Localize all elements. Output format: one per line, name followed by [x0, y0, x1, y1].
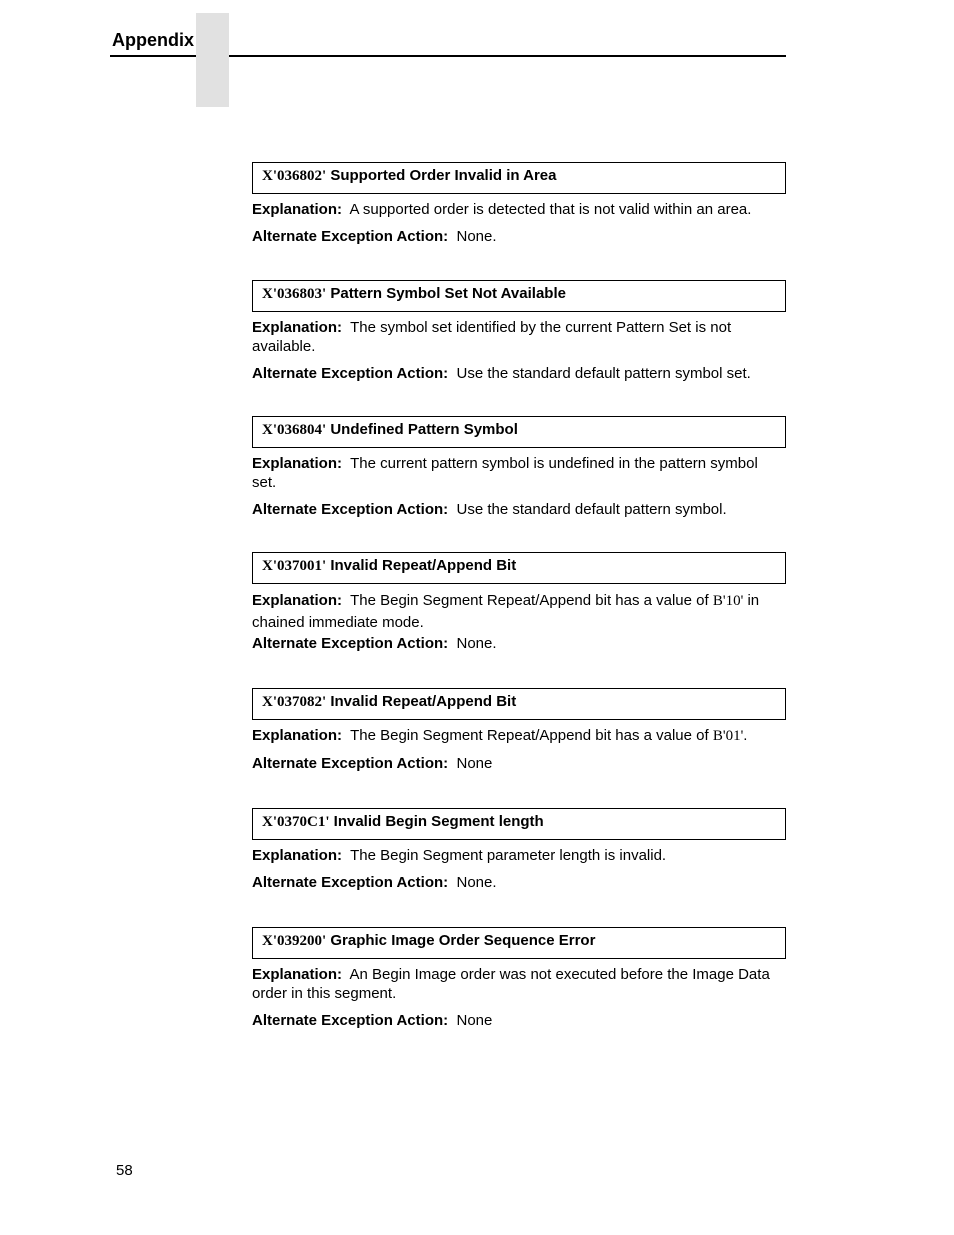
exception-entry [252, 927, 786, 1030]
explanation-text: The current pattern symbol is undefined in the pattern symbol set. [252, 455, 758, 491]
exception-heading [252, 688, 786, 720]
alternate-label: Alternate Exception Action: [252, 365, 449, 382]
explanation-value: B'01' [712, 728, 744, 744]
exception-entry [252, 162, 786, 246]
alternate-label: Alternate Exception Action: [252, 1012, 449, 1029]
explanation [252, 318, 786, 356]
exception-list [252, 162, 786, 1030]
alternate-label: Alternate Exception Action: [252, 755, 449, 772]
alternate-action [252, 1011, 786, 1030]
exception-entry [252, 280, 786, 383]
exception-title: Undefined Pattern Symbol [330, 421, 518, 438]
exception-title: Invalid Repeat/Append Bit [330, 557, 517, 574]
alternate-label: Alternate Exception Action: [252, 228, 449, 245]
exception-entry [252, 416, 786, 519]
exception-entry [252, 552, 786, 653]
explanation-label: Explanation: [252, 592, 343, 609]
exception-title: Invalid Begin Segment length [333, 813, 544, 830]
alternate-action [252, 873, 786, 892]
exception-code: X'036803' [262, 286, 327, 302]
exception-code: X'036804' [262, 422, 327, 438]
exception-heading [252, 552, 786, 584]
alternate-text: None. [456, 228, 497, 245]
explanation [252, 726, 786, 746]
alternate-text: Use the standard default pattern symbol set. [456, 365, 751, 382]
alternate-action [252, 634, 786, 653]
exception-title: Supported Order Invalid in Area [330, 167, 557, 184]
exception-code: X'036802' [262, 168, 327, 184]
explanation-text-end: in chained immediate mode. [252, 592, 760, 631]
exception-heading [252, 280, 786, 312]
header-title: Appendix [112, 30, 195, 50]
alternate-label: Alternate Exception Action: [252, 501, 449, 518]
explanation-label: Explanation: [252, 727, 343, 744]
exception-entry [252, 808, 786, 892]
explanation-text: A supported order is detected that is not valid within an area. [349, 201, 752, 218]
appendix-tab [196, 13, 229, 107]
alternate-action [252, 364, 786, 383]
explanation-label: Explanation: [252, 847, 343, 864]
explanation-value: B'10' [712, 593, 744, 609]
explanation [252, 200, 786, 219]
exception-entry [252, 688, 786, 773]
explanation-label: Explanation: [252, 201, 343, 218]
alternate-text: None [456, 1012, 493, 1029]
exception-code: X'039200' [262, 933, 327, 949]
exception-code: X'037001' [262, 558, 327, 574]
explanation-label: Explanation: [252, 966, 343, 983]
explanation-text: An Begin Image order was not executed before the Image Data order in this segment. [252, 966, 770, 1002]
explanation-text: The Begin Segment Repeat/Append bit has a value of [350, 592, 709, 609]
exception-heading [252, 162, 786, 194]
exception-code: X'0370C1' [262, 814, 330, 830]
alternate-text: None. [456, 635, 497, 652]
explanation-label: Explanation: [252, 319, 343, 336]
explanation-label: Explanation: [252, 455, 343, 472]
alternate-text: None [456, 755, 493, 772]
exception-heading [252, 927, 786, 959]
alternate-text: None. [456, 874, 497, 891]
exception-title: Graphic Image Order Sequence Error [330, 932, 596, 949]
explanation-text: The symbol set identified by the current Pattern Set is not available. [252, 319, 732, 355]
explanation [252, 846, 786, 865]
exception-code: X'037082' [262, 694, 327, 710]
explanation [252, 965, 786, 1003]
alternate-label: Alternate Exception Action: [252, 874, 449, 891]
alternate-action [252, 500, 786, 519]
exception-title: Pattern Symbol Set Not Available [330, 285, 566, 302]
alternate-label: Alternate Exception Action: [252, 635, 449, 652]
exception-heading [252, 416, 786, 448]
exception-title: Invalid Repeat/Append Bit [330, 693, 517, 710]
alternate-action [252, 754, 786, 773]
explanation-text-end: . [743, 727, 748, 744]
alternate-text: Use the standard default pattern symbol. [456, 501, 727, 518]
explanation-text: The Begin Segment parameter length is invalid. [350, 847, 667, 864]
exception-heading [252, 808, 786, 840]
explanation [252, 454, 786, 492]
page-number: 58 [116, 1162, 133, 1179]
alternate-action [252, 227, 786, 246]
explanation [252, 590, 786, 634]
explanation-text: The Begin Segment Repeat/Append bit has a value of [350, 727, 709, 744]
